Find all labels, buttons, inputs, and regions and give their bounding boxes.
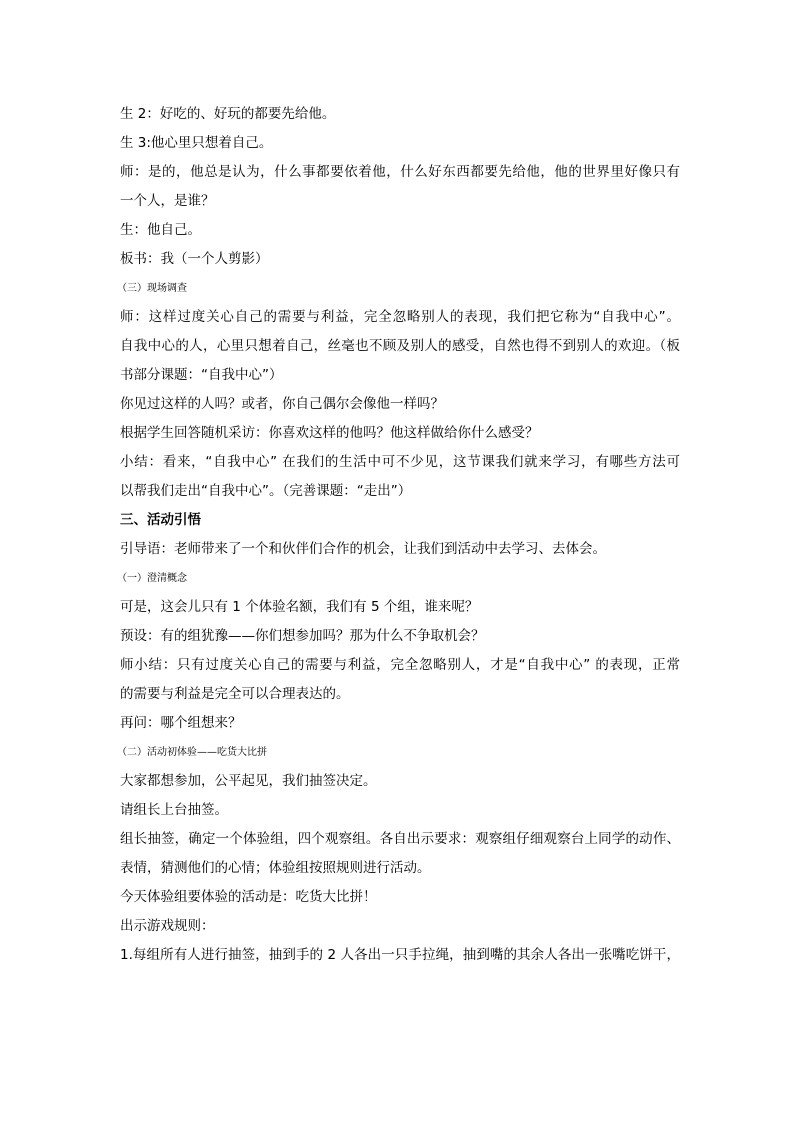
paragraph-line: 小结：看来，“自我中心” 在我们的生活中可不少见，这节课我们就来学习，有哪些方法可 bbox=[120, 454, 680, 470]
paragraph-line: 板书：我（一个人剪影） bbox=[120, 251, 269, 267]
paragraph-line: 今天体验组要体验的活动是：吃货大比拼！ bbox=[120, 889, 377, 905]
paragraph-line: 书部分课题：“自我中心”） bbox=[120, 367, 283, 383]
section-subheading: （二）活动初体验——吃货大比拼 bbox=[117, 747, 267, 758]
paragraph-line: 组长抽签，确定一个体验组，四个观察组。各自出示要求：观察组仔细观察台上同学的动作、 bbox=[120, 831, 680, 847]
paragraph-line: 再问：哪个组想来？ bbox=[120, 715, 242, 731]
paragraph-line: 表情，猜测他们的心情；体验组按照规则进行活动。 bbox=[120, 860, 431, 876]
paragraph-line: 的需要与利益是完全可以合理表达的。 bbox=[120, 686, 350, 702]
section-subheading: （一）澄清概念 bbox=[117, 573, 187, 584]
section-heading: 三、活动引悟 bbox=[120, 512, 201, 528]
paragraph-line: 引导语：老师带来了一个和伙伴们合作的机会，让我们到活动中去学习、去体会。 bbox=[120, 541, 606, 557]
paragraph-line: 师：这样过度关心自己的需要与利益，完全忽略别人的表现，我们把它称为“自我中心”。 bbox=[120, 309, 680, 325]
paragraph-line: 生 2：好吃的、好玩的都要先给他。 bbox=[120, 106, 336, 122]
paragraph-line: 根据学生回答随机采访：你喜欢这样的他吗？他这样做给你什么感受？ bbox=[120, 425, 539, 441]
paragraph-line: 请组长上台抽签。 bbox=[120, 802, 228, 818]
paragraph-line: 大家都想参加，公平起见，我们抽签决定。 bbox=[120, 773, 377, 789]
paragraph-line: 师小结：只有过度关心自己的需要与利益，完全忽略别人，才是“自我中心” 的表现，正常 bbox=[120, 657, 680, 673]
paragraph-line: 生：他自己。 bbox=[120, 222, 201, 238]
paragraph-line: 可是，这会儿只有 1 个体验名额，我们有 5 个组，谁来呢？ bbox=[120, 599, 479, 615]
paragraph-line: 你见过这样的人吗？或者，你自己偶尔会像他一样吗？ bbox=[120, 396, 444, 412]
paragraph-line: 师：是的，他总是认为，什么事都要依着他，什么好东西都要先给他，他的世界里好像只有 bbox=[120, 164, 680, 180]
paragraph-line: 预设：有的组犹豫——你们想参加吗？那为什么不争取机会？ bbox=[120, 628, 485, 644]
section-subheading: （三）现场调查 bbox=[117, 283, 187, 294]
paragraph-line: 一个人，是谁？ bbox=[120, 193, 215, 209]
paragraph-line: 出示游戏规则： bbox=[120, 918, 215, 934]
paragraph-line: 1.每组所有人进行抽签，抽到手的 2 人各出一只手拉绳，抽到嘴的其余人各出一张嘴吃饼干， bbox=[120, 947, 680, 963]
document-body bbox=[117, 100, 680, 970]
paragraph-line: 生 3:他心里只想着自己。 bbox=[120, 135, 273, 151]
paragraph-line: 自我中心的人，心里只想着自己，丝毫也不顾及别人的感受，自然也得不到别人的欢迎。（板 bbox=[120, 338, 680, 354]
paragraph-line: 以帮我们走出“自我中心”。（完善课题：“走出”） bbox=[120, 483, 412, 499]
